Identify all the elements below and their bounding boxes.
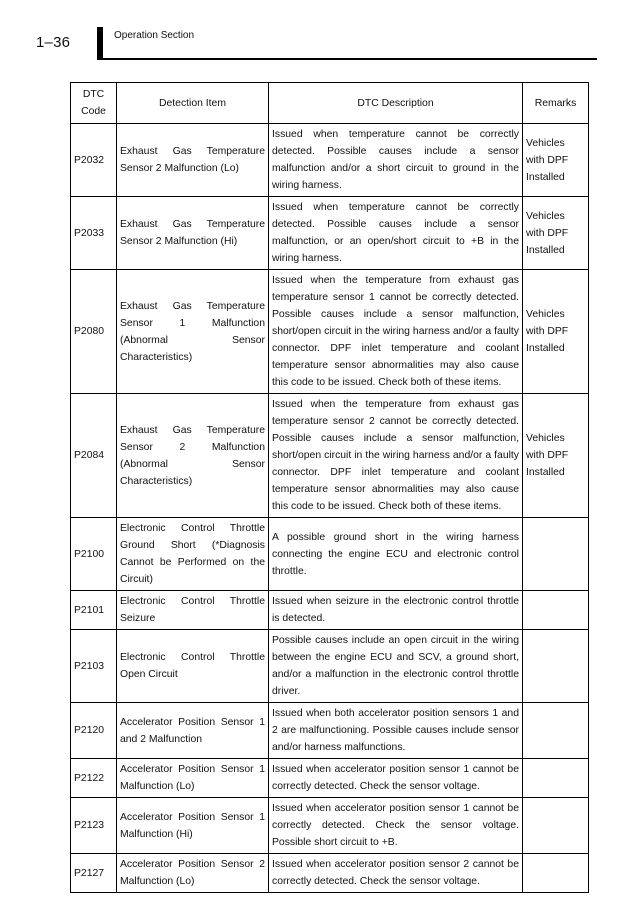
detection-item-cell: Electronic Control Throttle Open Circuit	[117, 630, 269, 703]
dtc-description-cell: Issued when temperature cannot be correctly detected. Possible causes include a sensor malfunction and/or a short circuit to ground in the wiring harness.	[269, 124, 523, 197]
table-row	[71, 798, 589, 854]
dtc-code-cell: P2103	[71, 630, 117, 703]
detection-item-cell: Exhaust Gas Temperature Sensor 2 Malfunction (Lo)	[117, 124, 269, 197]
dtc-code-cell: P2101	[71, 591, 117, 630]
detection-item-cell: Electronic Control Throttle Ground Short (*Diagnosis Cannot be Performed on the Circuit)	[117, 518, 269, 591]
remarks-cell: Vehicles with DPF Installed	[523, 394, 589, 518]
dtc-code-cell: P2032	[71, 124, 117, 197]
remarks-cell	[523, 798, 589, 854]
detection-item-cell: Exhaust Gas Temperature Sensor 2 Malfunction (Hi)	[117, 197, 269, 270]
header-bar	[97, 27, 103, 58]
detection-item-cell: Accelerator Position Sensor 1 Malfunction (Hi)	[117, 798, 269, 854]
detection-item-cell: Accelerator Position Sensor 1 Malfunction (Lo)	[117, 759, 269, 798]
dtc-description-cell: Issued when seizure in the electronic control throttle is detected.	[269, 591, 523, 630]
remarks-cell	[523, 759, 589, 798]
table-row	[71, 591, 589, 630]
column-header: DTC Description	[269, 83, 523, 124]
table-header-row	[71, 83, 589, 124]
dtc-code-cell: P2084	[71, 394, 117, 518]
dtc-description-cell: Possible causes include an open circuit in the wiring between the engine ECU and SCV, a ground short, and/or a malfunction in the electronic control throttle driver.	[269, 630, 523, 703]
dtc-description-cell: Issued when the temperature from exhaust gas temperature sensor 2 cannot be correctly detected. Possible causes include a sensor malfunction, short/open circuit in the wiring harness and/or a faulty connector. DPF inlet temperature and coolant temperature sensor abnormalities may also cause this code to be issued. Check both of these items.	[269, 394, 523, 518]
column-header: Remarks	[523, 83, 589, 124]
dtc-table	[70, 82, 589, 893]
table-body	[71, 124, 589, 893]
dtc-description-cell: Issued when accelerator position sensor 2 cannot be correctly detected. Check the sensor voltage.	[269, 854, 523, 893]
dtc-code-cell: P2033	[71, 197, 117, 270]
detection-item-cell: Exhaust Gas Temperature Sensor 2 Malfunction (Abnormal Sensor Characteristics)	[117, 394, 269, 518]
header-rule	[97, 58, 597, 60]
dtc-code-cell: P2123	[71, 798, 117, 854]
dtc-code-cell: P2120	[71, 703, 117, 759]
column-header: Detection Item	[117, 83, 269, 124]
remarks-cell: Vehicles with DPF Installed	[523, 270, 589, 394]
remarks-cell	[523, 630, 589, 703]
remarks-cell	[523, 854, 589, 893]
page-number: 1–36	[36, 34, 71, 51]
table-row	[71, 854, 589, 893]
table-row	[71, 394, 589, 518]
dtc-description-cell: Issued when the temperature from exhaust gas temperature sensor 1 cannot be correctly detected. Possible causes include a sensor malfunction, short/open circuit in the wiring harness and/or a faulty connector. DPF inlet temperature and coolant temperature sensor abnormalities may also cause this code to be issued. Check both of these items.	[269, 270, 523, 394]
dtc-description-cell: Issued when temperature cannot be correctly detected. Possible causes include a sensor malfunction, or an open/short circuit to +B in the wiring harness.	[269, 197, 523, 270]
section-title: Operation Section	[114, 30, 195, 41]
table-row	[71, 630, 589, 703]
dtc-description-cell: Issued when both accelerator position sensors 1 and 2 are malfunctioning. Possible causes include sensor and/or harness malfunctions.	[269, 703, 523, 759]
table-row	[71, 197, 589, 270]
remarks-cell	[523, 591, 589, 630]
table-row	[71, 703, 589, 759]
detection-item-cell: Accelerator Position Sensor 2 Malfunction (Lo)	[117, 854, 269, 893]
remarks-cell	[523, 703, 589, 759]
dtc-code-cell: P2100	[71, 518, 117, 591]
dtc-code-cell: P2127	[71, 854, 117, 893]
dtc-description-cell: A possible ground short in the wiring harness connecting the engine ECU and electronic control throttle.	[269, 518, 523, 591]
detection-item-cell: Accelerator Position Sensor 1 and 2 Malfunction	[117, 703, 269, 759]
table-row	[71, 270, 589, 394]
dtc-description-cell: Issued when accelerator position sensor 1 cannot be correctly detected. Check the sensor voltage. Possible short circuit to +B.	[269, 798, 523, 854]
table-row	[71, 759, 589, 798]
table-row	[71, 124, 589, 197]
remarks-cell	[523, 518, 589, 591]
dtc-description-cell: Issued when accelerator position sensor 1 cannot be correctly detected. Check the sensor voltage.	[269, 759, 523, 798]
table-row	[71, 518, 589, 591]
detection-item-cell: Exhaust Gas Temperature Sensor 1 Malfunction (Abnormal Sensor Characteristics)	[117, 270, 269, 394]
column-header: DTC Code	[71, 83, 117, 124]
detection-item-cell: Electronic Control Throttle Seizure	[117, 591, 269, 630]
remarks-cell: Vehicles with DPF Installed	[523, 124, 589, 197]
remarks-cell: Vehicles with DPF Installed	[523, 197, 589, 270]
dtc-code-cell: P2080	[71, 270, 117, 394]
dtc-code-cell: P2122	[71, 759, 117, 798]
